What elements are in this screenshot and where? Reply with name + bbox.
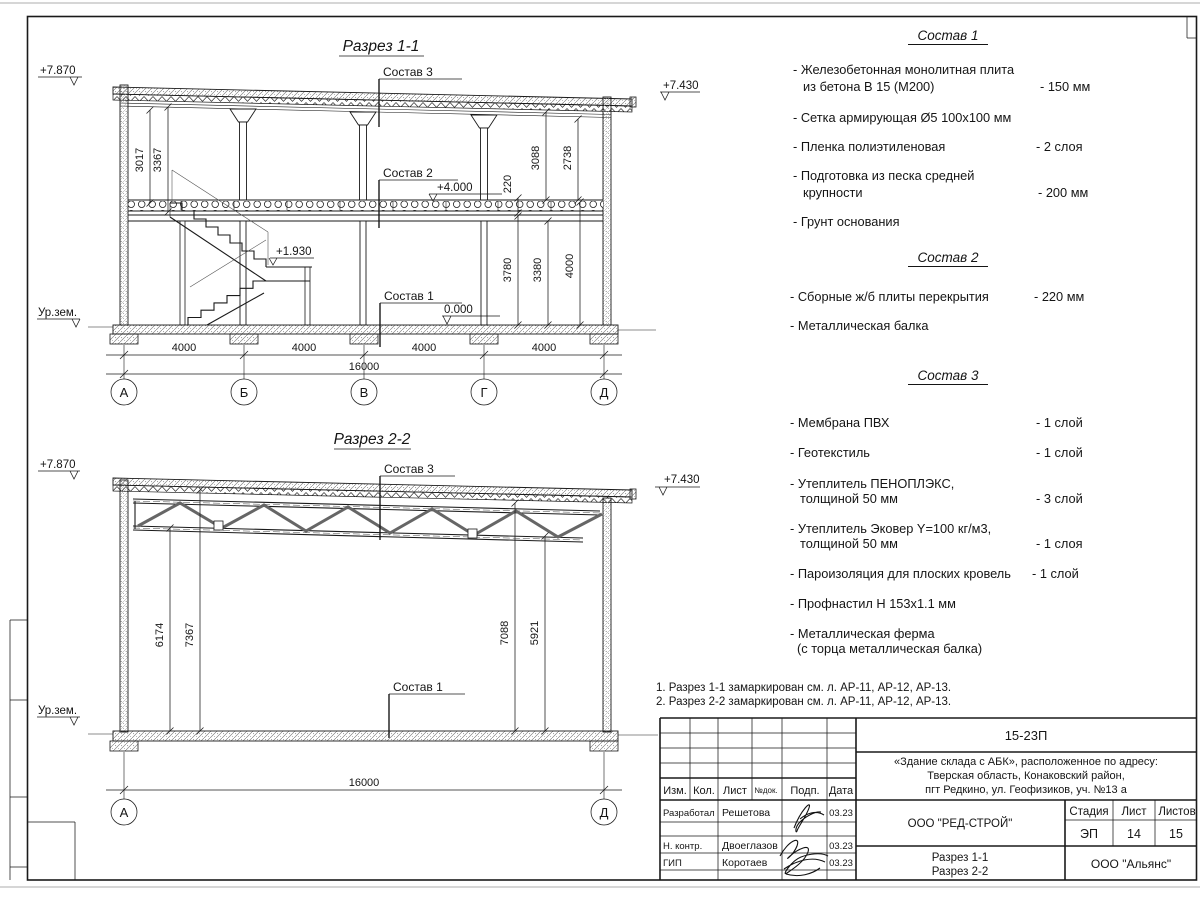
leader-label: Состав 1: [384, 289, 434, 303]
composition-item: - Утеплитель Эковер Y=100 кг/м3,: [790, 521, 992, 536]
axis-label: В: [359, 385, 369, 400]
tb-name: Решетова: [722, 807, 771, 819]
axis-label: Д: [599, 805, 609, 820]
dim-label: 7367: [184, 622, 196, 648]
leader-label: Состав 1: [393, 680, 443, 694]
note-line: 2. Разрез 2-2 замаркирован см. л. АР-11, АР-12, АР-13.: [656, 696, 952, 708]
ground-level-label: [37, 307, 80, 327]
composition-value: - 150 мм: [1040, 79, 1091, 94]
composition-value: - 3 слой: [1036, 491, 1083, 506]
sheet-frame: [0, 3, 1200, 887]
dim-label: 2738: [562, 145, 574, 171]
composition-item: - Мембрана ПВХ: [790, 415, 890, 430]
composition-item: - Геотекстиль: [790, 445, 870, 460]
level-label: +7.870: [40, 459, 76, 471]
level-1930: [269, 246, 314, 265]
wall-right: [603, 97, 611, 325]
dim-label: 4000: [411, 342, 437, 354]
composition-item: крупности: [803, 185, 863, 200]
dim-label: 16000: [348, 777, 380, 789]
tb-sheet-value: 14: [1127, 827, 1141, 841]
tb-stage-header: Стадия: [1069, 806, 1109, 818]
dim-label: 4000: [291, 342, 317, 354]
tb-role: Н. контр.: [663, 841, 703, 852]
composition-value: - 220 мм: [1034, 289, 1085, 304]
composition-value: - 200 мм: [1038, 185, 1089, 200]
composition-value: - 1 слой: [1036, 415, 1083, 430]
dim-label: 3367: [152, 147, 164, 173]
leader-sostav3: [380, 462, 455, 540]
tb-address: Тверская область, Конаковский район,: [927, 770, 1125, 782]
tb-sheets-value: 15: [1169, 827, 1183, 841]
tb-address: пгт Редкино, ул. Геофизиков, уч. №13 а: [925, 784, 1127, 796]
tb-name: Коротаев: [722, 857, 768, 869]
tb-role: Разработал: [663, 808, 715, 819]
level-label: Ур.зем.: [38, 307, 78, 319]
level-label: +7.430: [663, 80, 699, 92]
dims-horizontal: [106, 342, 622, 379]
level-label: +1.930: [276, 246, 312, 258]
tb-doc-number: 15-23П: [1004, 728, 1048, 743]
wall-left: [120, 85, 128, 325]
level-7870: [38, 65, 82, 85]
section-1-1: [37, 38, 700, 405]
dim-label: 7088: [499, 620, 511, 646]
composition-item: (с торца металлическая балка): [797, 641, 983, 656]
composition-item: - Грунт основания: [793, 214, 900, 229]
tb-col-izm: Изм.: [663, 785, 687, 797]
leader-sostav2: [379, 166, 458, 228]
axis-label: Б: [239, 385, 249, 400]
tb-sheets-header: Листов: [1158, 806, 1196, 818]
composition-item: - Сетка армирующая Ø5 100х100 мм: [793, 110, 1012, 125]
dim-label: 3380: [532, 257, 544, 283]
dim-label: 4000: [564, 253, 576, 279]
tb-date: 03.23: [829, 841, 853, 852]
composition-item: - Железобетонная монолитная плита: [793, 62, 1015, 77]
grid-axes: [111, 379, 617, 405]
tb-org: ООО "РЕД-СТРОЙ": [907, 818, 1013, 830]
level-label: 0.000: [444, 304, 473, 316]
dim-label: 6174: [154, 622, 166, 648]
axis-label: Г: [480, 385, 488, 400]
roof-truss: [133, 499, 602, 542]
section-2-2: [37, 431, 700, 825]
composition-heading: Состав 3: [908, 368, 988, 385]
dim-label: 3780: [502, 257, 514, 283]
level-label: +7.870: [40, 65, 76, 77]
level-label: +7.430: [664, 474, 700, 486]
tb-col-list: Лист: [723, 785, 747, 797]
wall-left: [120, 480, 128, 732]
composition-item: из бетона В 15 (М200): [803, 79, 935, 94]
level-7430: [660, 80, 700, 100]
composition-value: - 1 слой: [1036, 445, 1083, 460]
tb-date: 03.23: [829, 808, 853, 819]
level-7870: [38, 459, 80, 479]
grid-axes: [111, 799, 617, 825]
composition-item: - Металлическая балка: [790, 318, 929, 333]
section-title: Разрез 1-1: [342, 38, 420, 55]
composition-item: - Пленка полиэтиленовая: [793, 139, 946, 154]
tb-subject: Разрез 2-2: [931, 866, 989, 878]
tb-col-kol: Кол.: [693, 785, 715, 797]
leader-label: Состав 2: [383, 166, 433, 180]
ground-floor: [88, 731, 658, 751]
section-title: Разрез 2-2: [333, 431, 411, 448]
dims-vertical: [134, 104, 584, 329]
tb-stage-value: ЭП: [1080, 827, 1098, 841]
level-4000: [429, 182, 502, 201]
dims-horizontal: [106, 752, 622, 799]
composition-value: - 1 слой: [1032, 566, 1079, 581]
floor-slab-4000: [128, 200, 603, 221]
composition-value: - 1 слоя: [1036, 536, 1083, 551]
composition-item: - Профнастил Н 153х1.1 мм: [790, 596, 956, 611]
tb-firm: ООО "Альянс": [1090, 857, 1172, 871]
level-7430: [655, 474, 700, 495]
dim-label: 220: [502, 174, 514, 194]
composition-item: толщиной 50 мм: [800, 536, 898, 551]
dim-label: 4000: [531, 342, 557, 354]
composition-item: - Пароизоляция для плоских кровель: [790, 566, 1011, 581]
dim-label: 4000: [171, 342, 197, 354]
dim-label: 3088: [530, 145, 542, 171]
composition-heading: Состав 2: [908, 250, 988, 267]
composition-item: - Утеплитель ПЕНОПЛЭКС,: [790, 476, 955, 491]
tb-date: 03.23: [829, 858, 853, 869]
tb-address: «Здание склада с АБК», расположенное по адресу:: [894, 756, 1158, 768]
tb-col-ndok: №док.: [754, 786, 778, 795]
composition-value: - 2 слоя: [1036, 139, 1083, 154]
title-block: [660, 718, 1197, 880]
columns-lower: [180, 221, 487, 325]
level-label: +4.000: [437, 182, 473, 194]
tb-col-data: Дата: [828, 785, 854, 797]
tb-subject: Разрез 1-1: [931, 852, 989, 864]
axis-label: А: [119, 805, 129, 820]
composition-item: - Металлическая ферма: [790, 626, 935, 641]
dim-label: 16000: [348, 361, 380, 373]
leader-label: Состав 3: [384, 462, 434, 476]
note-line: 1. Разрез 1-1 замаркирован см. л. АР-11, АР-12, АР-13.: [656, 682, 952, 694]
axis-label: А: [119, 385, 129, 400]
signature-1: [794, 805, 824, 832]
composition-item: толщиной 50 мм: [800, 491, 898, 506]
composition-item: - Сборные ж/б плиты перекрытия: [790, 289, 989, 304]
dim-label: 5921: [529, 620, 541, 646]
dim-label: 3017: [134, 147, 146, 173]
composition-heading: Состав 1: [908, 28, 988, 45]
leader-sostav1: [389, 680, 465, 738]
ground-level-label: [37, 705, 80, 725]
tb-sheet-header: Лист: [1121, 806, 1147, 818]
wall-right: [603, 498, 611, 732]
leader-label: Состав 3: [383, 65, 433, 79]
tb-col-podp: Подп.: [790, 785, 820, 797]
axis-label: Д: [599, 385, 609, 400]
tb-role: ГИП: [663, 858, 682, 869]
composition-item: - Подготовка из песка средней: [793, 168, 975, 183]
level-0000: [442, 304, 500, 324]
tb-name: Двоеглазов: [722, 840, 778, 852]
level-label: Ур.зем.: [38, 705, 78, 717]
